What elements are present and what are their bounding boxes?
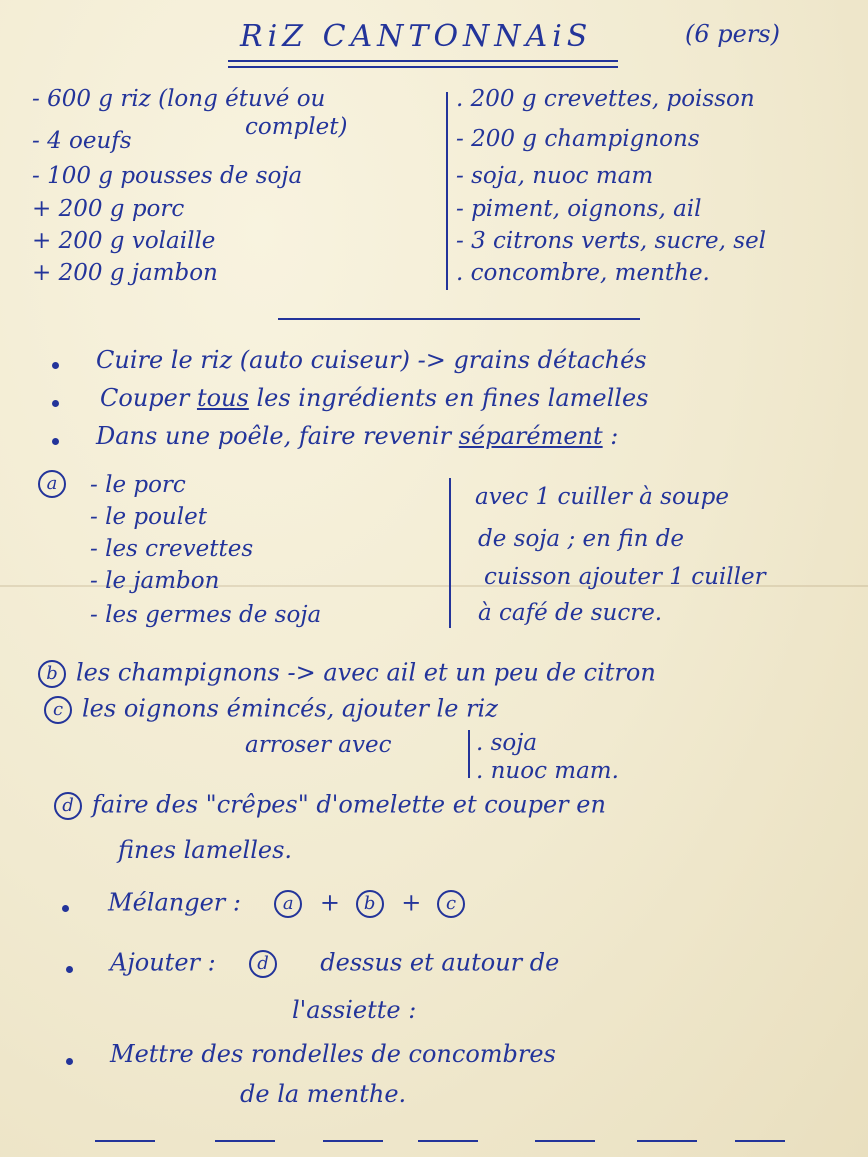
group-c-arroser-item: . nuoc mam. [476, 758, 619, 784]
ingredient-cucumber: . concombre, menthe. [456, 260, 710, 286]
group-a-note-line: à café de sucre. [478, 600, 663, 626]
bullet [66, 1058, 73, 1065]
group-d [54, 792, 606, 820]
group-a-item: - le porc [90, 472, 186, 498]
marker-a-circle: a [274, 890, 302, 918]
ingredient-shrimp: . 200 g crevettes, poisson [456, 86, 755, 112]
melanger-label: Mélanger : [108, 888, 241, 917]
ajouter-text: dessus et autour de [320, 948, 560, 977]
recipe-title: RiZ CANTONNAiS [240, 19, 593, 54]
step-pan [96, 424, 618, 448]
section-divider [278, 318, 640, 320]
end-dash [418, 1140, 478, 1142]
ingredient-eggs: - 4 oeufs [32, 128, 132, 154]
group-a-note-line: avec 1 cuiller à soupe [475, 484, 729, 510]
end-dash [535, 1140, 595, 1142]
marker-a-circle: a [38, 470, 66, 498]
ingredient-pork: + 200 g porc [32, 196, 185, 222]
ingredient-mushrooms: - 200 g champignons [456, 126, 700, 152]
end-dash [323, 1140, 383, 1142]
group-a-item: - le poulet [90, 504, 207, 530]
ingredient-rice-cont: complet) [245, 114, 348, 140]
ingredient-poultry: + 200 g volaille [32, 228, 216, 254]
bullet [62, 905, 69, 912]
ingredients-divider [446, 92, 448, 290]
step-pan-emphasis: séparément [458, 422, 603, 450]
group-c-divider [468, 730, 470, 778]
group-a-note-line: cuisson ajouter 1 cuiller [484, 564, 766, 590]
marker-d-circle: d [54, 792, 82, 820]
group-a-marker [38, 470, 76, 498]
group-b [38, 660, 656, 688]
plus-sign: + [401, 888, 422, 917]
ajouter-label: Ajouter : [110, 948, 216, 977]
ingredient-rice: - 600 g riz (long étuvé ou [32, 86, 326, 112]
end-dash [215, 1140, 275, 1142]
group-c [44, 696, 498, 724]
marker-b-circle: b [38, 660, 66, 688]
step-ajouter [110, 950, 559, 978]
group-a-item: - les germes de soja [90, 602, 322, 628]
marker-d-circle: d [249, 950, 277, 978]
group-a-item: - les crevettes [90, 536, 254, 562]
end-dash [637, 1140, 697, 1142]
title-underline-2 [228, 66, 618, 68]
bullet [52, 362, 59, 369]
ingredient-limes: - 3 citrons verts, sucre, sel [456, 228, 767, 254]
marker-c-circle: c [437, 890, 465, 918]
step-cut-emphasis: tous [196, 384, 249, 412]
group-d-text: faire des "crêpes" d'omelette et couper en [92, 790, 606, 819]
bullet [52, 438, 59, 445]
mettre-text2: de la menthe. [240, 1080, 407, 1108]
marker-c-circle: c [44, 696, 72, 724]
step-cut-post: les ingrédients en fines lamelles [256, 384, 649, 412]
step-melanger [108, 890, 475, 918]
step-mettre: Mettre des rondelles de concombres [110, 1040, 556, 1068]
servings: (6 pers) [685, 20, 780, 48]
step-pan-pre: Dans une poêle, faire revenir [96, 422, 452, 450]
group-a-item: - le jambon [90, 568, 220, 594]
group-c-arroser-item: . soja [476, 730, 538, 756]
marker-b-circle: b [356, 890, 384, 918]
bullet [66, 966, 73, 973]
step-cook-rice: Cuire le riz (auto cuiseur) -> grains détachés [96, 346, 647, 374]
group-b-text: les champignons -> avec ail et un peu de citron [76, 658, 656, 687]
ingredient-soy-sauce: - soja, nuoc mam [456, 163, 654, 189]
ajouter-text2: l'assiette : [292, 996, 417, 1024]
step-pan-post: : [610, 422, 619, 450]
group-a-divider [449, 478, 451, 628]
title-underline [228, 60, 618, 62]
step-cut-pre: Couper [100, 384, 190, 412]
group-a-note-line: de soja ; en fin de [478, 526, 685, 552]
ingredient-spices: - piment, oignons, ail [456, 196, 702, 222]
group-c-text: les oignons émincés, ajouter le riz [82, 694, 498, 723]
group-d-text2: fines lamelles. [118, 836, 293, 864]
bullet [52, 400, 59, 407]
group-c-arroser: arroser avec [245, 732, 392, 758]
step-cut [100, 386, 648, 410]
ingredient-soy-sprouts: - 100 g pousses de soja [32, 163, 303, 189]
end-dash [735, 1140, 785, 1142]
plus-sign: + [319, 888, 341, 917]
end-dash [95, 1140, 155, 1142]
ingredient-ham: + 200 g jambon [32, 260, 218, 286]
